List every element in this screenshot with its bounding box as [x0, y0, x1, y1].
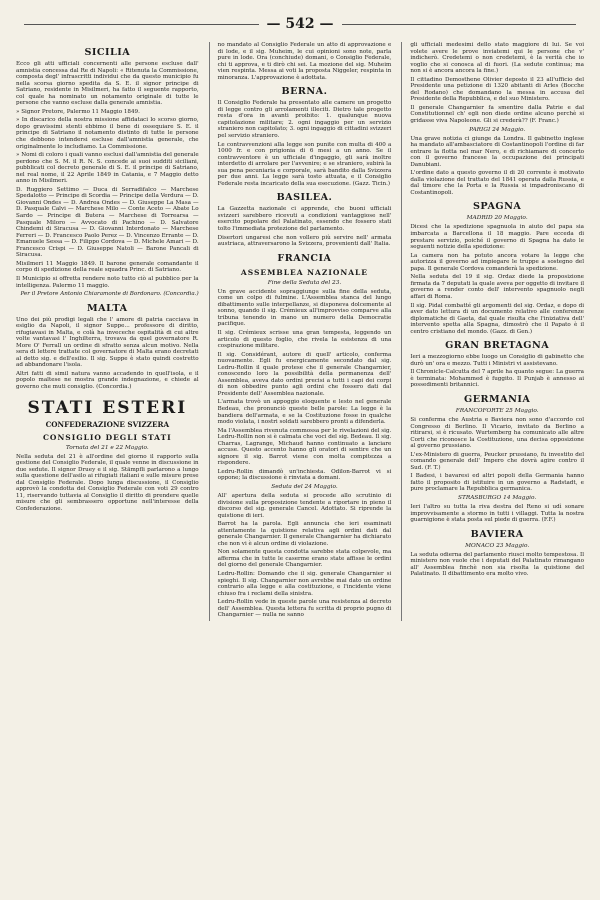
francia-paragraph-5: Ma l'Assemblea rivenuta commossa per le rivelazioni del sig. Ledru-Rollin non si è calmata che voci del sig. Bedeau. Il sig. Charras, Lagrange, Michaud hanno continuato a lanciare accuse. Questo accento hanno gli oratori di sentire che un signore il sig. Barrot viene con molta compitezza a rispondere.: [217, 427, 392, 467]
sicilia-paragraph-6: Misilmeri 11 Maggio 1849. Il barone generale comandante il corpo di spedizione della reale squadra Princ. di Satriano.: [16, 260, 199, 274]
column-2: [209, 42, 392, 621]
strasburgo-dateline: STRASBURGO 14 Maggio.: [458, 494, 537, 501]
col3-paragraph-1: Il cittadino Demosthene Olivier deposto il 23 all'ufficio del Presidente una petizione di 1320 abitanti di Arles (Bocche del Rodano) che domandano la messa in accusa del Presidente della Repubblica, e del suo Ministero.: [410, 76, 584, 103]
page-header: [16, 12, 584, 36]
sicilia-paragraph-7: Il Municipio si offretta rendere noto tutto ciò al pubblico per la intelligenza. Palermo 11 maggio.: [16, 275, 199, 289]
spagna-paragraph-3: Nella seduta del 19 il sig. Ordaz diede la proposizione firmata da 7 deputati la quale aveva per oggetto di invitare il governo a render conto dell' intervento spagnuolo negli affari di Roma.: [410, 274, 584, 300]
column-1: [16, 42, 199, 621]
svizzera-paragraph-1: Nella seduta del 21 è all'ordine del giorno il rapporto sulla gestione del Consiglio Federale, il quale venne in discussione in due sedute. Il signor Druey e il sig. Stämpfli parlarono a lungo sulla questione dell'asilo ai rifugiati italiani e sulle misure prese dal Consiglio Federale. Dopo lunga discussione, il Consiglio approvò la condotta del Consiglio Federale con voti 29 contro 11, riservando tuttavia al Consiglio il diritto di prendere quelle misure che gli sembrassero opportune nell'interesse della Confederazione.: [16, 453, 199, 512]
svizzera-subtitle: CONSIGLIO DEGLI STATI: [42, 432, 172, 442]
germania-paragraph-1: Si conferma che Austria e Baviera non sono d'accordo col Congresso di Berlino. Il Vicario, invitato da Berlino a ritirarsi, si è ricusato. Wurtemberg ha comunicato alle altre Corti che riconosce la Costituzione, una decisa opposizione al governo prussiano.: [410, 416, 584, 450]
germania-paragraph-2: L'ex-Ministero di guerra, Peucker prussiano, fu investito del comando generale dell' Impero che dovrà agire contro il Sud. (F. T.): [410, 451, 584, 471]
francia-paragraph-3: Il sig. Considérant, autore di quell' articolo, conferma nuovamente. Egli fu energicamente secondato dal sig. Ledru-Rollin il quale protese che il generale Changarnier, conoscendo loro la possibilità della permanenza dell' Assemblea, aveva dato ordini precisi a tutti i capi dei corpi di non obbedire punto agli ordini che fossero dati dal Presidente dell' Assemblea nazionale.: [217, 351, 392, 397]
sicilia-paragraph-3: » In discarico della nostra missione affidataci lo scorso giorno, dopo gravissimi stenti ebbimo il bene di ossequiare S. E. il principe di Satriano il notamento distinto di tutte le persone che debbono intendersi escluse dall'amnistia generale, che originalmente lo includiamo. La Commissione.: [16, 117, 199, 150]
baviera-paragraph-1: La seduta odierna del parlamento riusci molto tempestosa. Il ministero non vuole che i deputati del Palatinato rimangano all' Assemblea finchè non sia risolta la quistione del Palatinato. Il dibattimento era molto vivo.: [410, 551, 584, 578]
assemblea-subtitle: ASSEMBLEA NAZIONALE: [240, 267, 369, 277]
assemblea-date: Fine della Seduta del 23.: [267, 279, 342, 286]
page-number: — 542 —: [266, 16, 334, 32]
sicilia-paragraph-2: » Signor Pretore, Palermo 11 Maggio 1849.: [16, 108, 140, 115]
basilea-paragraph-2: Disertori ungaresi che non vollero più servire nell' armata austriaca, attraversarono la Svizzera, provenienti dall' Italia.: [217, 234, 392, 248]
basilea-title: BASILEA.: [276, 192, 333, 204]
berna-paragraph-1: Il Consiglio Federale ha presentato alle camere un progetto di legge contro gli arrolamenti illeciti. Dietro tale progetto resta d'ora in avanti proibito: 1. qualunque nuova capitolazione militare; 2. ogni ingaggio per un servizio straniero non capitolato; 3. ogni ingaggio di cittadini svizzeri pel servizio straniero.: [217, 100, 392, 140]
column-3: [401, 42, 584, 621]
svizzera-title: CONFEDERAZIONE SVIZZERA: [45, 419, 170, 429]
francia-paragraph-4: L'armata trovò un appoggio eloquente e lesto nel generale Bedeau, che pronunciò queste belle parole: La legge è la bandiera dell'armata, e se la Costituzione fosse in qualche modo violata, i nostri soldati sarebbero pronti a difenderla.: [217, 399, 392, 426]
col3-paragraph-0: gli ufficiali medesimi dello stato maggiore di lui. Se voi volete avere le prove inviatemi qui le persone che v' indicherò. Credetemi o non credetemi, è la verità che io voglio che si conosca al di fuori. (La sedute continua; ma non si è ancora ancora la fine.): [410, 42, 584, 75]
germania-paragraph-3: I Badesi, i bavaresi ed altri popoli della Germania hanno fatto il proposito di istituire in un governo a Radstadt, e pure proclamare la Repubblica germanica.: [410, 473, 584, 493]
parigi-paragraph-2: L'ordine dato a questo governo il di 20 corrente è motivato dalla violazione del trattato del 1841 operata dalla Russia, e dal timore che la Porta e la Russia si impadroniscano di Costantinopoli.: [410, 170, 584, 196]
spagna-paragraph-2: La camera non ha potuto ancora votare la legge che autorizza il governo ad impiegare le truppe a sostegno del papa. Il generale Cordova comanderà la spedizione.: [410, 252, 584, 272]
malta-paragraph-2: Altri fatti di simil natura vanno accadendo in quell'isola, e il popolo maltese ne mostra grande indegnazione, e chiede al governo che muti consiglio. (Concordia.): [16, 370, 199, 391]
francoforte-dateline: FRANCOFORTE 25 Maggio.: [455, 407, 539, 414]
gran-bretagna-paragraph-1: Ieri a mezzogiorno ebbe luogo un Consiglio di gabinetto che durò un' ora e mezzo. Tutti i Ministri vi assistevano.: [410, 354, 584, 367]
gran-bretagna-paragraph-2: Il Chronicle-Calcutta del 7 aprile ha quanto segue: La guerra è terminata: Mohammed è fuggito. Il Punjab è annesso ai possedimenti britannici.: [410, 369, 584, 389]
col2-paragraph-0: no mandato al Consiglio Federale un atto di approvazione e di lode, e il sig. Muheim, le cui opinioni sono note, parla pure in lode. Ora (conchiude) domani, o Consiglio Federale, chi ti approva, e ti dirò chi sei. La mozione del sig. Muheim vien respinta. Messa ai voti la proposta Niggeler, respinta in minoranza. L'approvazione è adottata.: [217, 42, 392, 81]
francia-paragraph-6: Ledru-Rollin dimandò un'inchiesta. Odilon-Barrot vi si oppone; la discussione è rinviata a domani.: [217, 468, 392, 482]
spagna-paragraph-1: Dicesi che la spedizione spagnuola in aiuto del papa sia imbarcata a Barcellona il 18 maggio. Pare ecceda di prestare servizio, poiché il governo di Spagna ha dato le seguenti notizie della spedizione:: [410, 224, 584, 251]
gran-bretagna-title: GRAN BRETAGNA: [445, 340, 550, 352]
col3-paragraph-2: Il generale Changarnier fa smentire dalla Patrie e dal Constitutionnel ch' egli non diede ordine alcuno perchè si gridasse viva Napoleone. Gli si crederà?? (F. Franc.): [410, 104, 584, 125]
berna-title: BERNA.: [281, 86, 328, 98]
madrid-dateline: MADRID 20 Maggio.: [466, 215, 528, 222]
spagna-paragraph-4: Il sig. Pidal combatté gli argomenti del sig. Ordaz, e dopo di aver dato lettura di un documento relativo alle conferenze diplomatiche di Gaeta, dal quale risulta che l'iniziativa dell' intervento spetta alla Spagna, dimostrò che il Papato è il centro cristiano del mondo. (Gazz. di Gen.): [410, 302, 584, 335]
monaco-dateline: MONACO 23 Maggio.: [465, 542, 530, 549]
header-rule-right: [342, 24, 577, 25]
sicilia-paragraph-4: » Nomi di coloro i quali vanno esclusi dall'amnistia del generale perdono che S. M. il R. N. S. concede ai suoi sudditi siciliani, pubblicati col decreto generale di S. E. il principe di Satriano, nel real nome, il 22 Aprile 1849 in Catania, e 7 Maggio detto anno in Misilmeri.: [16, 152, 199, 185]
header-rule-left: [24, 24, 259, 25]
seduta-24-title: Seduta del 24 Maggio.: [271, 483, 338, 490]
parigi-dateline: PARIGI 24 Maggio.: [469, 126, 526, 133]
sicilia-title: SICILIA: [84, 47, 131, 58]
svizzera-date: Tornata del 21 e 22 Maggio.: [65, 444, 149, 451]
francia-paragraph-10: Ledru-Rollin: Domando che il sig. generale Changarnier si spieghi. Il sig. Changarnier non avrebbe mai dato un ordine contrario alla legge e alla costituzione, e l'incidente viene chiuso fra i reclami della sinistra.: [217, 571, 392, 597]
francia-paragraph-1: Un grave accidente sopraggiunge sulla fine della seduta, come un colpo di fulmine. L'Assemblea stanca del lungo dibattimento sulle interpellanze, si disponeva dolcemente al sonno, quando il sig. Crémieux all'improvviso comparve alla tribuna tenendo in mano un numero della Democratie pacifique.: [217, 288, 392, 328]
columns: [16, 42, 584, 621]
sicilia-paragraph-1: Ecco gli atti ufficiali concernenti alle persone escluse dall' amnistia concessa dal Re di Napoli: « Ritenuta la Commissione, composta degl' infrascritti individui che da questo municipio fu nella scorsa giorno spedita da S. E. il signor principe di Satriano, residente in Misilmeri, ha fatto il seguente rapporto, col quale ha nominato un notamento originale di tutte le persone che vanno escluse dalla generale amnistia.: [16, 61, 199, 107]
stati-esteri-title: STATI ESTERI: [27, 397, 188, 418]
francia-paragraph-11: Ledru-Rollin vede in queste parole una resistenza al decreto dell' Assemblea. Questa lettera fu scritta di proprio pugno di Changarnier — nulla ne sanno: [217, 599, 392, 619]
malta-title: MALTA: [87, 302, 128, 314]
baviera-title: BAVIERA: [470, 528, 524, 540]
francia-title: FRANCIA: [277, 252, 332, 264]
germania-title: GERMANIA: [464, 393, 531, 405]
parigi-paragraph-1: Una grave notizia ci giunge da Londra. Il gabinetto inglese ha mandato all'ambasciatore di Costantinopoli l'ordine di far entrare la flotta nel mar Nero, e di richiamare di concerto con il governo francese la occupazione dei principati Danubiani.: [410, 135, 584, 168]
francia-paragraph-2: Il sig. Crémieux scrisse una gran tempesta, leggendo un articolo di questo foglio, che rivela la esistenza di una cospirazione militare.: [217, 329, 392, 350]
francia-paragraph-8: Barrot ha la parola. Egli annuncia che ieri esaminati attentamente la quistione relativa agli ordini dati dal generale Changarnier. Il generale Changarnier ha dichiarato che non vi è alcun ordine di violazione.: [217, 521, 392, 547]
sicilia-signature: Per il Pretore Antonio Chiaramonte di Bordonaro. (Concordia.): [20, 291, 199, 298]
francia-paragraph-9: Non solamente questa condotta sarebbe stata colpevole, ma afferma che in tutte le caserme erano state affisse le ordini del giorno del generale Changarnier.: [217, 549, 392, 569]
spagna-title: SPAGNA: [473, 201, 522, 213]
strasburgo-paragraph-1: Ieri l'altro su tutta la riva destra del Reno si udì sonare improvvisamente a stormo in tutti i villaggi. Tutta la nostra guarnigione è stata posta sul piede di guerra. (F.F.): [410, 503, 584, 524]
berna-paragraph-2: Le contravvenzioni alla legge son punite con multa di 400 a 1000 fr. e con prigionia di 6 mesi a un anno. Se il contravventore è un ufficiale d'ingaggio, gli sarà inoltre interdetto di arrolare per l'avvenire; e se straniero, subirà la sua pena pecuniaria e corporale, sarà bandito dalla Svizzera per due anni. La legge sarà tosto attuata, e il Consiglio Federale resta incaricato della sua esecuzione. (Gazz. Ticin.): [217, 141, 392, 187]
basilea-paragraph-1: La Gazzetta nazionale ci apprende, che buoni ufficiali svizzeri sarebbero ricevuti a condizioni vantaggiose nell' esercito popolare del Palatinato, essendo che fossero stati tolto l'immediata protezione del parlamento.: [217, 206, 392, 233]
malta-paragraph-1: Uno dei più prodigi legali che l' amore di patria cacciava in esiglio da Napoli, il signor Suppe... professore di diritto, rifugiavasi in Malta, e colà ha inveceche ospitalità di cui altre volte vantavasi l' Inghilterra, trovava da quel governatore R. More O' Ferrall un ordine di sfratto senza alcun motivo. Nella sera di lettere trattate col governatore di Malta erano decretati al detto sig. e dell'esilio. Il sig. Suppe è stato quindi costretto ad abbandonare l'isola.: [16, 316, 199, 369]
francia-paragraph-7: All' apertura della seduta si procede allo scrutinio di divisione sulla proposizione tendente a riportare in pieno il discorso del sig. generale Cancel. Adottato. Si riprende la quistione di ieri.: [217, 492, 392, 519]
sicilia-paragraph-5: D. Ruggiero Settimo — Duca di Serradifalco — Marchese Spedalotto — Principe di Scordia — Principe della Verdura — D. Giovanni Ondes — D. Andrea Ondes — D. Giuseppe La Masa — D. Pasquale Calvi — Marchese Milo — Conte Aceto — Abate Lo Sardo — Principe di Butera — Marchese di Torrearsa — Pasquale Miloro — Avvocato di Pachino — D. Salvatore Chindemi di Siracusa — D. Giovanni Interdonato — Marchese Ferreri — D. Francesco Paolo Perez — D. Vincenzo Errante — D. Emanuele Sessa — D. Filippo Cordova — D. Michele Amari — D. Francesco Crispi — D. Giuseppe Natoli — Barone Pancali di Siracusa.: [16, 186, 199, 259]
